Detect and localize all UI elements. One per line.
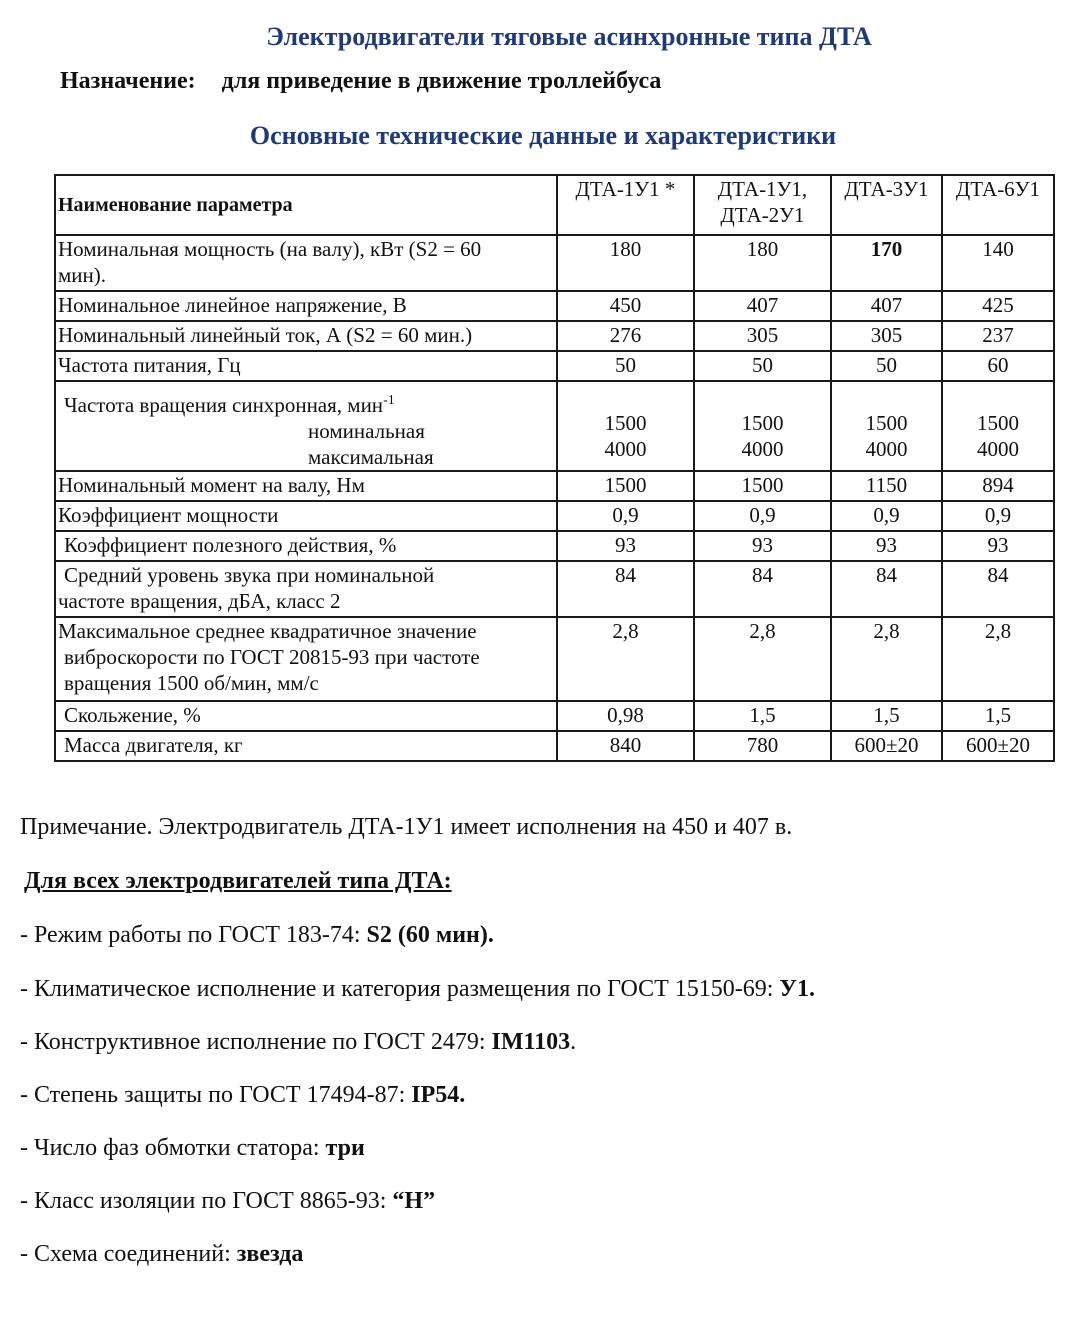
- value-cell: 305: [694, 321, 831, 351]
- value-cell: 93: [942, 531, 1054, 561]
- table-row: [55, 381, 1054, 471]
- value-cell: 305: [831, 321, 942, 351]
- value-cell: 2,8: [831, 617, 942, 701]
- value-cell: 407: [831, 291, 942, 321]
- all-motors-heading: Для всех электродвигателей типа ДТА:: [24, 868, 452, 894]
- param-cell: Номинальная мощность (на валу), кВт (S2 = 60 мин).: [55, 235, 557, 291]
- value-cell: 0,98: [557, 701, 694, 731]
- value-cell: 407: [694, 291, 831, 321]
- value-cell: 1,5: [942, 701, 1054, 731]
- table-header-row: [55, 175, 1054, 235]
- spec-line: - Число фаз обмотки статора: три: [20, 1135, 365, 1161]
- table-row: [55, 617, 1054, 701]
- spec-line: - Схема соединений: звезда: [20, 1241, 304, 1267]
- value-cell: 1,5: [694, 701, 831, 731]
- purpose-text: для приведение в движение троллейбуса: [221, 68, 662, 94]
- param-cell: Номинальный линейный ток, А (S2 = 60 мин.): [55, 321, 557, 351]
- spec-table: [54, 174, 1055, 762]
- spec-line: - Класс изоляции по ГОСТ 8865-93: “Н”: [20, 1188, 436, 1214]
- value-cell: 894: [942, 471, 1054, 501]
- value-cell: 1500 4000: [942, 381, 1054, 471]
- value-cell: 1500 4000: [694, 381, 831, 471]
- param-cell: Скольжение, %: [55, 701, 557, 731]
- spec-line: - Режим работы по ГОСТ 183-74: S2 (60 мин).: [20, 922, 494, 948]
- table-row: [55, 235, 1054, 291]
- value-cell: 2,8: [557, 617, 694, 701]
- table-row: [55, 701, 1054, 731]
- param-cell: Масса двигателя, кг: [55, 731, 557, 761]
- value-cell: 93: [694, 531, 831, 561]
- spec-line: - Климатическое исполнение и категория размещения по ГОСТ 15150-69: У1.: [20, 976, 816, 1002]
- value-cell: 425: [942, 291, 1054, 321]
- param-cell: Средний уровень звука при номинальной частоте вращения, дБА, класс 2: [55, 561, 557, 617]
- value-cell: 450: [557, 291, 694, 321]
- value-cell: 780: [694, 731, 831, 761]
- value-cell: 1500 4000: [557, 381, 694, 471]
- param-cell: Коэффициент полезного действия, %: [55, 531, 557, 561]
- value-cell: 0,9: [831, 501, 942, 531]
- spec-line: - Степень защиты по ГОСТ 17494-87: IP54.: [20, 1082, 466, 1108]
- column-header: ДТА-3У1: [831, 175, 942, 235]
- value-cell: 2,8: [694, 617, 831, 701]
- param-header: Наименование параметра: [55, 175, 557, 235]
- value-cell: 84: [694, 561, 831, 617]
- table-row: [55, 561, 1054, 617]
- note-text: Примечание. Электродвигатель ДТА-1У1 имеет исполнения на 450 и 407 в.: [20, 814, 793, 840]
- value-cell: 84: [831, 561, 942, 617]
- value-cell: 600±20: [831, 731, 942, 761]
- param-cell: Максимальное среднее квадратичное значение виброскорости по ГОСТ 20815-93 при частоте вращения 1500 об/мин, мм/с: [55, 617, 557, 701]
- value-cell: 140: [942, 235, 1054, 291]
- table-row: [55, 731, 1054, 761]
- value-cell: 0,9: [694, 501, 831, 531]
- column-header: ДТА-6У1: [942, 175, 1054, 235]
- table-row: [55, 351, 1054, 381]
- value-cell: 60: [942, 351, 1054, 381]
- value-cell: 84: [942, 561, 1054, 617]
- value-cell: 84: [557, 561, 694, 617]
- value-cell: 1500: [694, 471, 831, 501]
- value-cell: 180: [557, 235, 694, 291]
- value-cell: 50: [557, 351, 694, 381]
- value-cell: 93: [831, 531, 942, 561]
- param-cell: Номинальный момент на валу, Нм: [55, 471, 557, 501]
- column-header: ДТА-1У1 *: [557, 175, 694, 235]
- spec-line: - Конструктивное исполнение по ГОСТ 2479: IM1103.: [20, 1029, 577, 1055]
- document-title: Электродвигатели тяговые асинхронные типа ДТА: [266, 22, 872, 51]
- value-cell: 50: [831, 351, 942, 381]
- value-cell: 170: [831, 235, 942, 291]
- value-cell: 2,8: [942, 617, 1054, 701]
- table-row: [55, 291, 1054, 321]
- param-cell: Номинальное линейное напряжение, В: [55, 291, 557, 321]
- table-row: [55, 531, 1054, 561]
- purpose-line: [60, 68, 661, 95]
- value-cell: 840: [557, 731, 694, 761]
- table-row: [55, 501, 1054, 531]
- param-cell: Коэффициент мощности: [55, 501, 557, 531]
- value-cell: 1500 4000: [831, 381, 942, 471]
- value-cell: 276: [557, 321, 694, 351]
- table-heading: Основные технические данные и характеристики: [249, 121, 837, 150]
- value-cell: 0,9: [942, 501, 1054, 531]
- value-cell: 180: [694, 235, 831, 291]
- value-cell: 50: [694, 351, 831, 381]
- value-cell: 93: [557, 531, 694, 561]
- param-cell: Частота питания, Гц: [55, 351, 557, 381]
- column-header: ДТА-1У1, ДТА-2У1: [694, 175, 831, 235]
- table-row: [55, 321, 1054, 351]
- table-row: [55, 471, 1054, 501]
- value-cell: 1150: [831, 471, 942, 501]
- value-cell: 1500: [557, 471, 694, 501]
- value-cell: 0,9: [557, 501, 694, 531]
- value-cell: 1,5: [831, 701, 942, 731]
- value-cell: 600±20: [942, 731, 1054, 761]
- value-cell: 237: [942, 321, 1054, 351]
- param-cell: Частота вращения синхронная, мин$^{-1}$ номинальная максимальная: [55, 381, 557, 471]
- purpose-label: Назначение:: [60, 68, 196, 94]
